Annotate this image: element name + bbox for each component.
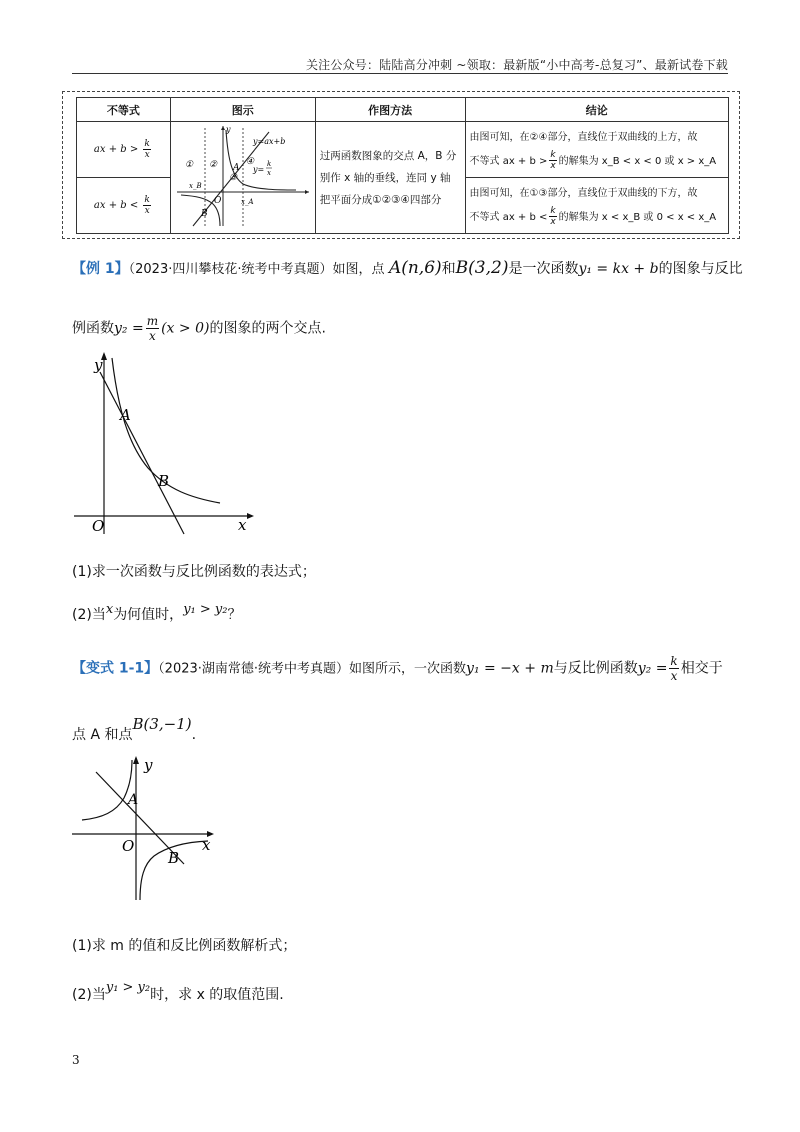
diagram-hyp-x: x [267, 169, 272, 177]
col-header-method: 作图方法 [315, 98, 465, 122]
intersection-diagram [171, 122, 314, 230]
conclusion-less: 由图可知，在①③部分，直线位于双曲线的下方，故 不等式 ax + b < $\frac{k}{x}$ 的解集为 x < x_B 或 0 < x < x_A [465, 178, 728, 234]
table-row [77, 122, 729, 178]
example1-question2: (2)当x为何值时，y₁ > y₂？ [72, 602, 242, 623]
graph-point-A: A [120, 406, 131, 424]
col-header-conclusion: 结论 [465, 98, 728, 122]
fraction: $\frac{k}{x}$ [550, 150, 556, 171]
inequality-greater: ax + b > $\frac{k}{x}$ [77, 122, 171, 178]
graph-x-label: x [202, 836, 211, 854]
diagram-y-label: y [226, 125, 231, 134]
example1-line2: 例函数y₂ = $\frac{m}{x}$ (x > 0)的图象的两个交点. [72, 314, 326, 343]
linear-function: y₁ = kx + b [578, 261, 659, 277]
point-B: B(3,2) [455, 258, 509, 278]
header-divider [72, 73, 728, 74]
inequality-less: ax + b < $\frac{k}{x}$ [77, 178, 171, 234]
fraction: $\frac{m}{x}$ [146, 314, 159, 343]
variant1-line1: 【变式 1-1】（2023·湖南常德·统考中考真题）如图所示，一次函数y₁ = −x + m与反比例函数y₂ = $\frac{k}{x}$ 相交于 [72, 654, 723, 683]
region-4: ④ [246, 157, 255, 167]
variant1-question2: (2)当y₁ > y₂时，求 x 的取值范围. [72, 980, 284, 1003]
col-header-inequality: 不等式 [77, 98, 171, 122]
example1-tag: 【例 1】 [72, 261, 129, 277]
graph-origin: O [122, 837, 135, 855]
diagram-line-label: y=ax+b [253, 137, 286, 146]
region-1: ① [185, 160, 194, 170]
variant1-graph [72, 752, 232, 904]
example1-line1: 【例 1】（2023·四川攀枝花·统考中考真题）如图，点 A(n,6)和B(3,2)是一次函数y₁ = kx + b的图象与反比 [72, 258, 743, 278]
graph-point-B: B [158, 472, 170, 490]
diagram-xA: x_A [241, 198, 254, 206]
diagram-origin: O [214, 196, 222, 206]
col-header-diagram: 图示 [170, 98, 315, 122]
diagram-hyp-k: k [267, 160, 272, 168]
diagram-point-A: A [233, 163, 240, 173]
graph-origin: O [92, 517, 105, 535]
graph-x-label: x [238, 516, 247, 534]
fraction: $\frac{k}{x}$ [550, 206, 556, 227]
fraction: $\frac{k}{x}$ [670, 654, 678, 683]
method-text: 过两函数图象的交点 A，B 分别作 x 轴的垂线，连同 y 轴把平面分成①②③④四部分 [315, 122, 465, 234]
example1-question1: (1)求一次函数与反比例函数的表达式； [72, 564, 316, 580]
conclusion-greater: 由图可知，在②④部分，直线位于双曲线的上方，故 不等式 ax + b > $\frac{k}{x}$ 的解集为 x_B < x < 0 或 x > x_A [465, 122, 728, 178]
example1-graph [72, 348, 262, 538]
page-number: 3 [72, 1053, 80, 1067]
page-header: 关注公众号：陆陆高分冲刺 ~领取：最新版“小中高考-总复习”、最新试卷下载 [305, 58, 728, 72]
variant1-line2: 点 A 和点B(3,−1). [72, 715, 197, 743]
point-A: A(n,6) [388, 258, 442, 278]
table-header-row [77, 98, 729, 122]
graph-point-A: A [128, 792, 139, 808]
linear-function: y₁ = −x + m [466, 660, 554, 677]
region-2: ② [209, 160, 218, 170]
graph-y-label: y [94, 356, 103, 374]
point-B: B(3,−1) [132, 715, 192, 733]
diagram-xB: x_B [189, 182, 202, 190]
fraction: $\frac{k}{x}$ [144, 139, 150, 160]
diagram-point-B: B [201, 209, 208, 219]
fraction: $\frac{k}{x}$ [144, 195, 150, 216]
region-3: ③ [229, 173, 238, 183]
diagram-hyp-label: y= [253, 165, 265, 174]
variant1-tag: 【变式 1-1】 [72, 660, 159, 677]
graph-point-B: B [168, 849, 180, 867]
graph-y-label: y [144, 756, 153, 774]
summary-table [76, 97, 729, 234]
diagram-cell [170, 122, 315, 234]
variant1-question1: (1)求 m 的值和反比例函数解析式； [72, 938, 297, 954]
